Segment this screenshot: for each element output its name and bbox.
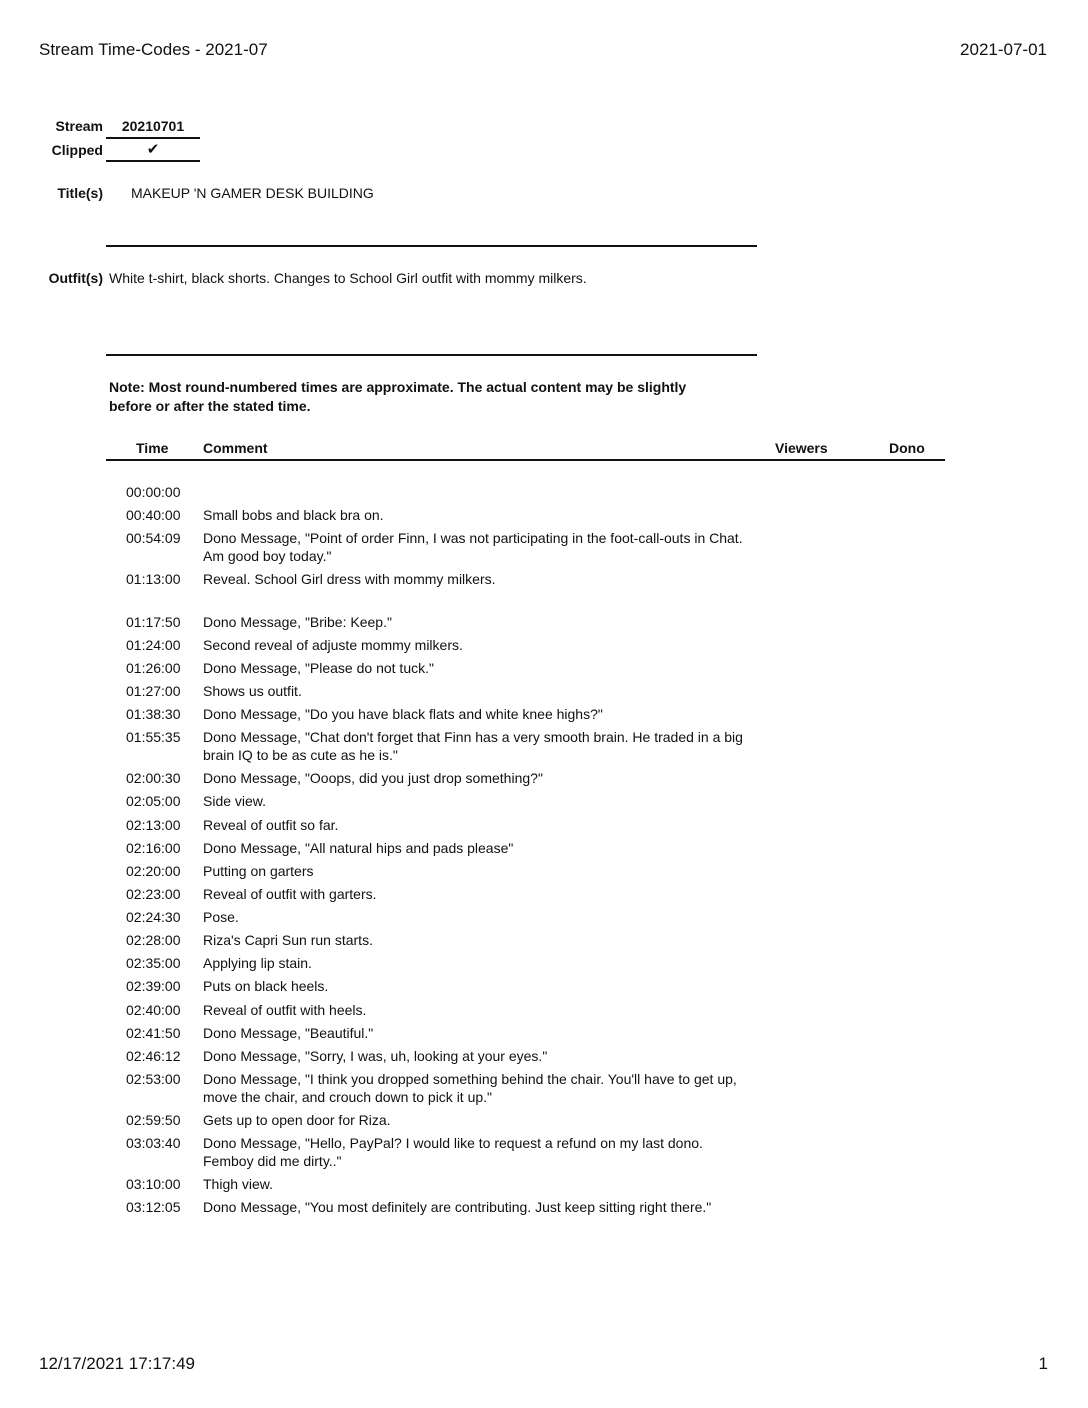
row-comment: Small bobs and black bra on. <box>203 507 384 523</box>
row-time: 03:03:40 <box>126 1135 181 1151</box>
row-comment: Applying lip stain. <box>203 955 312 971</box>
row-time: 02:05:00 <box>126 793 181 809</box>
row-comment: Second reveal of adjuste mommy milkers. <box>203 637 463 653</box>
row-comment: Dono Message, "Chat don't forget that Finn has a very smooth brain. He traded in a big brain IQ to be as cute as he is." <box>203 729 743 763</box>
column-header-time: Time <box>136 440 169 456</box>
column-header-viewers: Viewers <box>775 440 828 456</box>
row-time: 02:35:00 <box>126 955 181 971</box>
row-time: 02:24:30 <box>126 909 181 925</box>
outfits-label: Outfit(s) <box>48 270 103 286</box>
row-comment: Reveal of outfit with heels. <box>203 1002 367 1018</box>
row-time: 03:12:05 <box>126 1199 181 1215</box>
clipped-underline <box>106 160 200 162</box>
row-time: 01:17:50 <box>126 614 181 630</box>
row-time: 02:41:50 <box>126 1025 181 1041</box>
column-header-comment: Comment <box>203 440 268 456</box>
titles-divider <box>106 245 757 247</box>
row-time: 03:10:00 <box>126 1176 181 1192</box>
row-comment: Dono Message, "Point of order Finn, I was not participating in the foot-call-outs in Chat. Am good boy today." <box>203 530 743 564</box>
clipped-checkmark-icon: ✔ <box>146 141 160 158</box>
row-comment: Pose. <box>203 909 239 925</box>
row-comment: Reveal. School Girl dress with mommy milkers. <box>203 571 496 587</box>
row-time: 02:13:00 <box>126 817 181 833</box>
row-comment: Gets up to open door for Riza. <box>203 1112 391 1128</box>
row-comment: Dono Message, "Beautiful." <box>203 1025 374 1041</box>
clipped-label: Clipped <box>51 142 103 158</box>
row-comment: Thigh view. <box>203 1176 274 1192</box>
row-comment: Dono Message, "All natural hips and pads please" <box>203 840 514 856</box>
row-time: 02:46:12 <box>126 1048 181 1064</box>
stream-label: Stream <box>55 118 103 134</box>
titles-label: Title(s) <box>57 185 103 201</box>
row-comment: Dono Message, "Hello, PayPal? I would like to request a refund on my last dono. Femboy did me dirty.." <box>203 1135 703 1169</box>
row-comment: Putting on garters <box>203 863 314 879</box>
row-time: 00:00:00 <box>126 484 181 500</box>
page-number: 1 <box>1038 1354 1048 1373</box>
document-date: 2021-07-01 <box>960 40 1047 59</box>
row-comment: Dono Message, "Bribe: Keep." <box>203 614 392 630</box>
row-comment: Dono Message, "Please do not tuck." <box>203 660 434 676</box>
row-time: 01:26:00 <box>126 660 181 676</box>
row-time: 01:55:35 <box>126 729 181 745</box>
row-time: 02:28:00 <box>126 932 181 948</box>
row-comment: Reveal of outfit with garters. <box>203 886 377 902</box>
stream-value: 20210701 <box>121 118 185 134</box>
row-time: 02:00:30 <box>126 770 181 786</box>
table-header-rule <box>106 459 945 461</box>
outfits-value: White t-shirt, black shorts. Changes to School Girl outfit with mommy milkers. <box>109 270 587 286</box>
row-time: 01:13:00 <box>126 571 181 587</box>
row-comment: Puts on black heels. <box>203 978 329 994</box>
titles-value: MAKEUP 'N GAMER DESK BUILDING <box>131 185 374 201</box>
row-comment: Dono Message, "You most definitely are contributing. Just keep sitting right there." <box>203 1199 712 1215</box>
row-time: 02:20:00 <box>126 863 181 879</box>
row-time: 02:40:00 <box>126 1002 181 1018</box>
row-time: 02:59:50 <box>126 1112 181 1128</box>
outfits-divider <box>106 354 757 356</box>
row-comment: Dono Message, "Do you have black flats and white knee highs?" <box>203 706 603 722</box>
row-time: 01:38:30 <box>126 706 181 722</box>
row-comment: Shows us outfit. <box>203 683 302 699</box>
stream-underline <box>106 137 200 139</box>
row-time: 00:40:00 <box>126 507 181 523</box>
column-header-dono: Dono <box>889 440 925 456</box>
approximate-times-note: Note: Most round-numbered times are approximate. The actual content may be slightly before or after the stated time. <box>109 379 687 414</box>
print-timestamp: 12/17/2021 17:17:49 <box>39 1354 195 1373</box>
row-comment: Dono Message, "Sorry, I was, uh, looking at your eyes." <box>203 1048 548 1064</box>
row-time: 02:23:00 <box>126 886 181 902</box>
row-comment: Reveal of outfit so far. <box>203 817 339 833</box>
row-comment: Dono Message, "I think you dropped something behind the chair. You'll have to get up, move the chair, and crouch down to pick it up." <box>203 1071 737 1105</box>
row-comment: Riza's Capri Sun run starts. <box>203 932 373 948</box>
row-time: 02:39:00 <box>126 978 181 994</box>
document-title: Stream Time-Codes - 2021-07 <box>39 40 268 59</box>
row-time: 01:24:00 <box>126 637 181 653</box>
row-time: 02:53:00 <box>126 1071 181 1087</box>
row-time: 02:16:00 <box>126 840 181 856</box>
row-time: 00:54:09 <box>126 530 181 546</box>
row-time: 01:27:00 <box>126 683 181 699</box>
row-comment: Dono Message, "Ooops, did you just drop something?" <box>203 770 543 786</box>
row-comment: Side view. <box>203 793 267 809</box>
